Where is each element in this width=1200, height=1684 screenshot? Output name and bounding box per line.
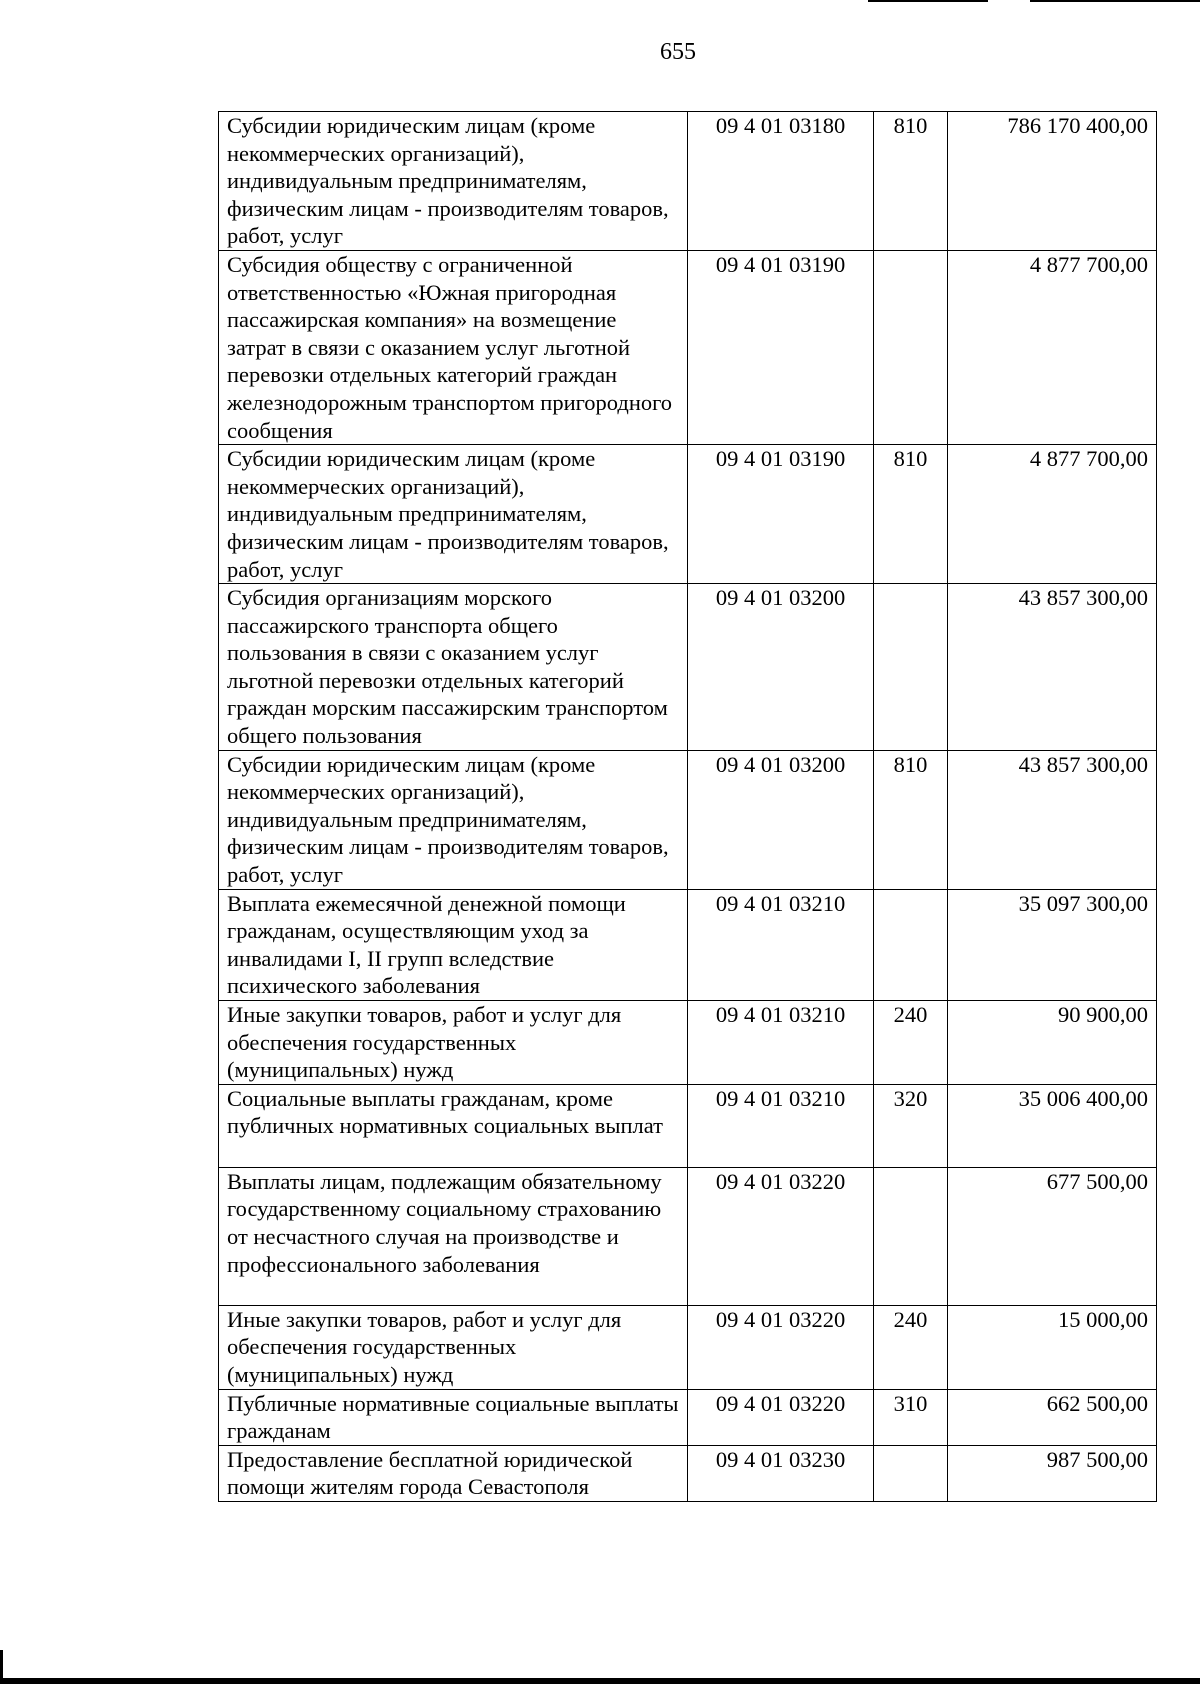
budget-table bbox=[218, 111, 1157, 1502]
row-expense-type: 240 bbox=[874, 1305, 948, 1389]
row-expense-type: 310 bbox=[874, 1389, 948, 1445]
row-name: Субсидия организациям морского пассажирского транспорта общего пользования в связи с оказанием услуг льготной перевозки отдельных категорий граждан морским пассажирским транспортом общего пользования bbox=[219, 584, 688, 751]
row-expense-type: 240 bbox=[874, 1001, 948, 1085]
row-amount: 662 500,00 bbox=[948, 1389, 1157, 1445]
row-target-code: 09 4 01 03210 bbox=[688, 889, 874, 1000]
row-expense-type: 810 bbox=[874, 445, 948, 584]
row-name: Иные закупки товаров, работ и услуг для обеспечения государственных (муниципальных) нужд bbox=[219, 1305, 688, 1389]
row-amount: 43 857 300,00 bbox=[948, 584, 1157, 751]
row-name: Выплаты лицам, подлежащим обязательному государственному социальному страхованию от несчастного случая на производстве и профессионального заболевания bbox=[219, 1167, 688, 1305]
table-row bbox=[219, 250, 1157, 444]
row-expense-type bbox=[874, 889, 948, 1000]
table-row bbox=[219, 750, 1157, 889]
row-name: Субсидии юридическим лицам (кроме некоммерческих организаций), индивидуальным предпринимателям, физическим лицам - производителям товаров, работ, услуг bbox=[219, 445, 688, 584]
scan-edge-top-right bbox=[1030, 0, 1200, 2]
row-target-code: 09 4 01 03220 bbox=[688, 1167, 874, 1305]
row-amount: 677 500,00 bbox=[948, 1167, 1157, 1305]
row-expense-type bbox=[874, 1445, 948, 1501]
row-target-code: 09 4 01 03230 bbox=[688, 1445, 874, 1501]
row-target-code: 09 4 01 03220 bbox=[688, 1305, 874, 1389]
table-row bbox=[219, 1305, 1157, 1389]
row-name: Публичные нормативные социальные выплаты гражданам bbox=[219, 1389, 688, 1445]
table-row bbox=[219, 112, 1157, 251]
row-amount: 35 006 400,00 bbox=[948, 1084, 1157, 1167]
row-amount: 4 877 700,00 bbox=[948, 445, 1157, 584]
row-target-code: 09 4 01 03180 bbox=[688, 112, 874, 251]
row-expense-type bbox=[874, 584, 948, 751]
row-expense-type: 810 bbox=[874, 112, 948, 251]
table-row bbox=[219, 1001, 1157, 1085]
row-expense-type: 320 bbox=[874, 1084, 948, 1167]
row-expense-type: 810 bbox=[874, 750, 948, 889]
table-row bbox=[219, 1445, 1157, 1501]
row-amount: 90 900,00 bbox=[948, 1001, 1157, 1085]
scan-edge-bottom bbox=[0, 1678, 1200, 1684]
row-expense-type bbox=[874, 250, 948, 444]
row-target-code: 09 4 01 03190 bbox=[688, 250, 874, 444]
table-row bbox=[219, 584, 1157, 751]
table-row bbox=[219, 1084, 1157, 1167]
row-target-code: 09 4 01 03210 bbox=[688, 1001, 874, 1085]
row-name: Иные закупки товаров, работ и услуг для обеспечения государственных (муниципальных) нужд bbox=[219, 1001, 688, 1085]
page-number: 655 bbox=[660, 39, 696, 65]
row-amount: 987 500,00 bbox=[948, 1445, 1157, 1501]
row-amount: 786 170 400,00 bbox=[948, 112, 1157, 251]
row-name: Предоставление бесплатной юридической помощи жителям города Севастополя bbox=[219, 1445, 688, 1501]
row-amount: 43 857 300,00 bbox=[948, 750, 1157, 889]
row-name: Субсидии юридическим лицам (кроме некоммерческих организаций), индивидуальным предпринимателям, физическим лицам - производителям товаров, работ, услуг bbox=[219, 112, 688, 251]
row-name: Субсидия обществу с ограниченной ответственностью «Южная пригородная пассажирская компания» на возмещение затрат в связи с оказанием услуг льготной перевозки отдельных категорий граждан железнодорожным транспортом пригородного сообщения bbox=[219, 250, 688, 444]
table-row bbox=[219, 1389, 1157, 1445]
row-target-code: 09 4 01 03190 bbox=[688, 445, 874, 584]
scan-edge-top-left bbox=[868, 0, 988, 2]
row-name: Субсидии юридическим лицам (кроме некоммерческих организаций), индивидуальным предпринимателям, физическим лицам - производителям товаров, работ, услуг bbox=[219, 750, 688, 889]
row-target-code: 09 4 01 03200 bbox=[688, 584, 874, 751]
row-name: Социальные выплаты гражданам, кроме публичных нормативных социальных выплат bbox=[219, 1084, 688, 1167]
row-target-code: 09 4 01 03220 bbox=[688, 1389, 874, 1445]
row-target-code: 09 4 01 03210 bbox=[688, 1084, 874, 1167]
table-row bbox=[219, 1167, 1157, 1305]
row-name: Выплата ежемесячной денежной помощи гражданам, осуществляющим уход за инвалидами I, II групп вследствие психического заболевания bbox=[219, 889, 688, 1000]
row-amount: 4 877 700,00 bbox=[948, 250, 1157, 444]
table-row bbox=[219, 889, 1157, 1000]
table-row bbox=[219, 445, 1157, 584]
row-expense-type bbox=[874, 1167, 948, 1305]
row-amount: 35 097 300,00 bbox=[948, 889, 1157, 1000]
row-target-code: 09 4 01 03200 bbox=[688, 750, 874, 889]
row-amount: 15 000,00 bbox=[948, 1305, 1157, 1389]
